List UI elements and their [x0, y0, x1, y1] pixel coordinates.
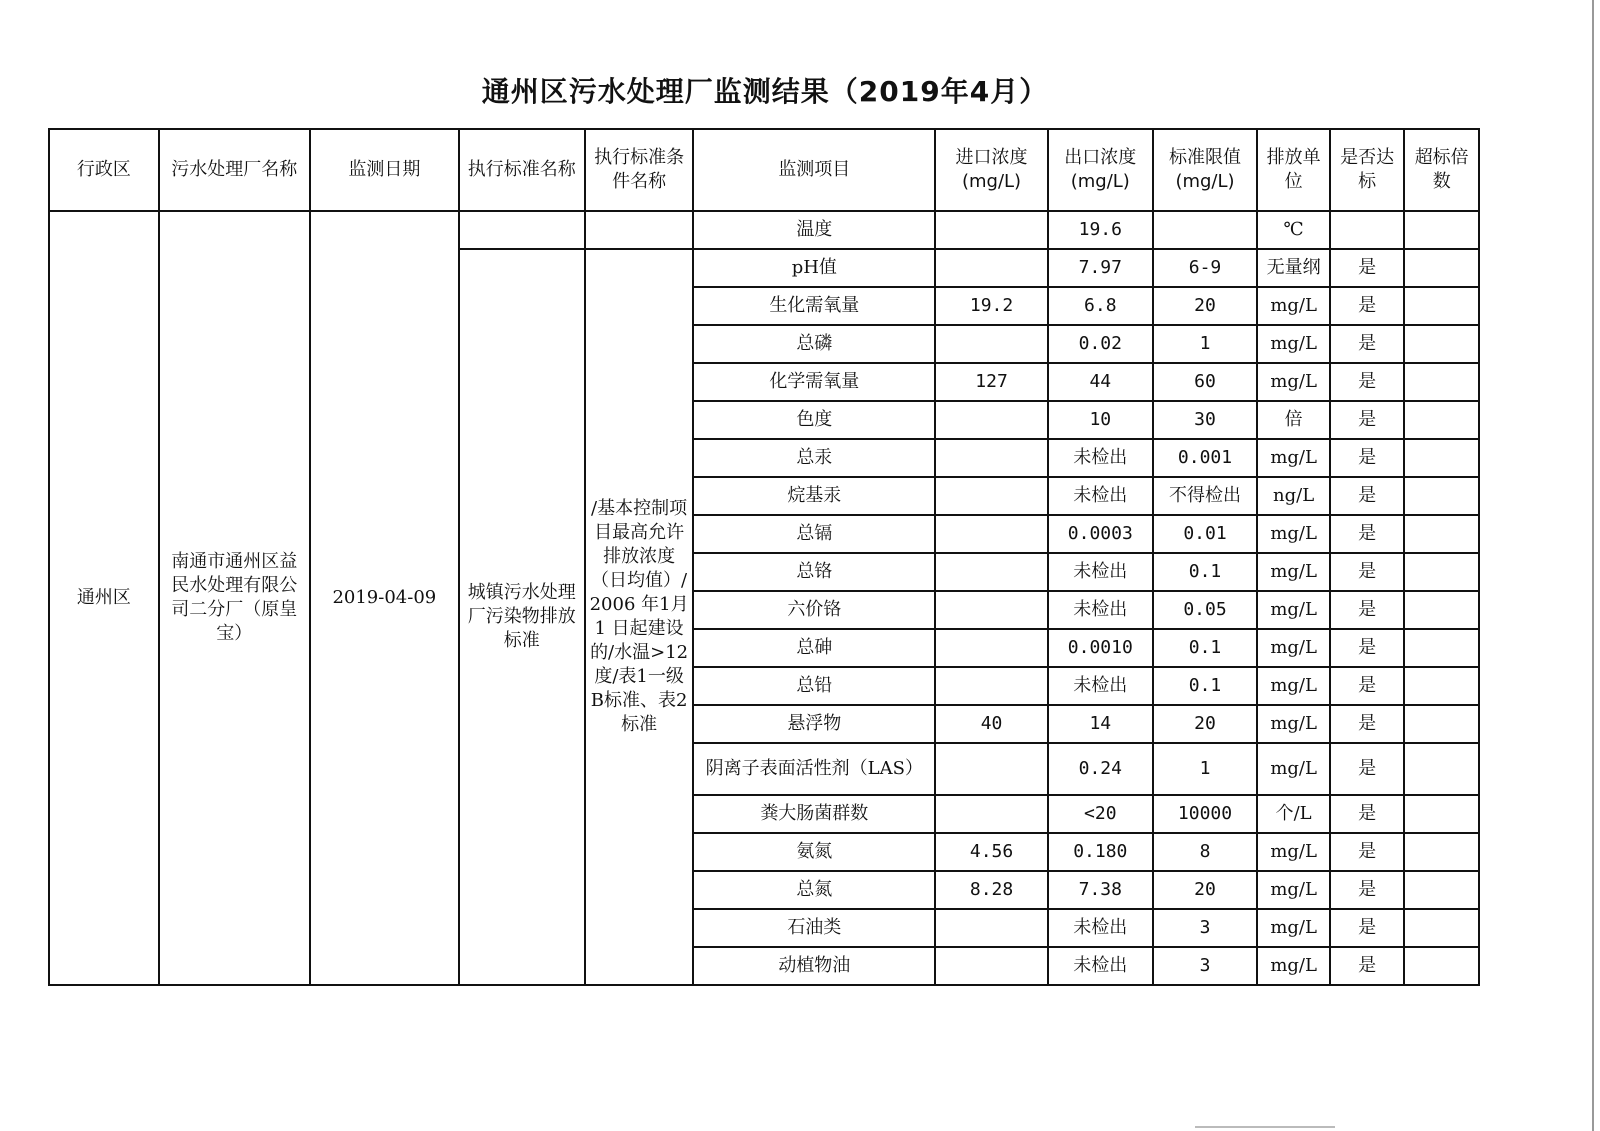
monitoring-results-table	[48, 128, 1480, 986]
compliant-cell: 是	[1330, 363, 1405, 401]
inlet-cell	[935, 325, 1048, 363]
exceed-cell	[1404, 833, 1479, 871]
compliant-cell: 是	[1330, 909, 1405, 947]
condition-cell: /基本控制项目最高允许排放浓度（日均值）/2006 年1月1 日起建设的/水温>12度/表1一级B标准、表2标准	[585, 249, 694, 985]
limit-cell: 0.01	[1153, 515, 1258, 553]
exceed-cell	[1404, 743, 1479, 795]
item-cell: pH值	[693, 249, 935, 287]
unit-cell: mg/L	[1257, 667, 1330, 705]
exceed-cell	[1404, 439, 1479, 477]
outlet-cell: 6.8	[1048, 287, 1153, 325]
outlet-cell: 7.97	[1048, 249, 1153, 287]
compliant-cell: 是	[1330, 947, 1405, 985]
outlet-cell: 0.24	[1048, 743, 1153, 795]
inlet-cell: 127	[935, 363, 1048, 401]
limit-cell: 6-9	[1153, 249, 1258, 287]
exceed-cell	[1404, 287, 1479, 325]
district-cell: 通州区	[49, 211, 159, 985]
header-limit: 标准限值(mg/L)	[1153, 129, 1258, 211]
limit-cell: 20	[1153, 705, 1258, 743]
exceed-cell	[1404, 667, 1479, 705]
unit-cell: mg/L	[1257, 947, 1330, 985]
limit-cell: 不得检出	[1153, 477, 1258, 515]
inlet-cell: 4.56	[935, 833, 1048, 871]
item-cell: 温度	[693, 211, 935, 249]
outlet-cell: 未检出	[1048, 477, 1153, 515]
compliant-cell: 是	[1330, 591, 1405, 629]
scan-bottom-mark	[1195, 1126, 1335, 1128]
outlet-cell: 未检出	[1048, 909, 1153, 947]
inlet-cell	[935, 667, 1048, 705]
exceed-cell	[1404, 477, 1479, 515]
compliant-cell	[1330, 211, 1405, 249]
unit-cell: mg/L	[1257, 871, 1330, 909]
inlet-cell	[935, 515, 1048, 553]
compliant-cell: 是	[1330, 743, 1405, 795]
limit-cell: 0.1	[1153, 553, 1258, 591]
scan-edge-line	[1592, 0, 1594, 1131]
inlet-cell	[935, 211, 1048, 249]
limit-cell: 8	[1153, 833, 1258, 871]
item-cell: 化学需氧量	[693, 363, 935, 401]
inlet-cell: 40	[935, 705, 1048, 743]
compliant-cell: 是	[1330, 795, 1405, 833]
outlet-cell: 未检出	[1048, 553, 1153, 591]
header-unit: 排放单位	[1257, 129, 1330, 211]
item-cell: 总砷	[693, 629, 935, 667]
limit-cell: 20	[1153, 287, 1258, 325]
header-district: 行政区	[49, 129, 159, 211]
limit-cell: 30	[1153, 401, 1258, 439]
exceed-cell	[1404, 211, 1479, 249]
plant-name-cell: 南通市通州区益民水处理有限公司二分厂（原皇宝）	[159, 211, 310, 985]
inlet-cell	[935, 629, 1048, 667]
compliant-cell: 是	[1330, 287, 1405, 325]
header-row	[49, 129, 1479, 211]
header-outlet: 出口浓度(mg/L)	[1048, 129, 1153, 211]
compliant-cell: 是	[1330, 833, 1405, 871]
unit-cell: mg/L	[1257, 287, 1330, 325]
date-cell: 2019-04-09	[310, 211, 459, 985]
outlet-cell: 0.02	[1048, 325, 1153, 363]
outlet-cell: 44	[1048, 363, 1153, 401]
inlet-cell	[935, 477, 1048, 515]
compliant-cell: 是	[1330, 705, 1405, 743]
limit-cell: 0.1	[1153, 629, 1258, 667]
exceed-cell	[1404, 909, 1479, 947]
unit-cell: mg/L	[1257, 553, 1330, 591]
item-cell: 总镉	[693, 515, 935, 553]
standard-cell: 城镇污水处理厂污染物排放标准	[459, 249, 585, 985]
inlet-cell	[935, 795, 1048, 833]
unit-cell: ng/L	[1257, 477, 1330, 515]
item-cell: 总磷	[693, 325, 935, 363]
outlet-cell: 10	[1048, 401, 1153, 439]
unit-cell: mg/L	[1257, 629, 1330, 667]
compliant-cell: 是	[1330, 667, 1405, 705]
outlet-cell: 0.180	[1048, 833, 1153, 871]
item-cell: 阴离子表面活性剂（LAS）	[693, 743, 935, 795]
exceed-cell	[1404, 629, 1479, 667]
inlet-cell	[935, 553, 1048, 591]
compliant-cell: 是	[1330, 439, 1405, 477]
header-date: 监测日期	[310, 129, 459, 211]
inlet-cell	[935, 743, 1048, 795]
inlet-cell: 8.28	[935, 871, 1048, 909]
unit-cell: mg/L	[1257, 909, 1330, 947]
outlet-cell: 未检出	[1048, 667, 1153, 705]
exceed-cell	[1404, 947, 1479, 985]
outlet-cell: 7.38	[1048, 871, 1153, 909]
outlet-cell: 19.6	[1048, 211, 1153, 249]
item-cell: 六价铬	[693, 591, 935, 629]
condition-empty-cell	[585, 211, 694, 249]
header-exceed: 超标倍数	[1404, 129, 1479, 211]
limit-cell	[1153, 211, 1258, 249]
unit-cell: mg/L	[1257, 363, 1330, 401]
exceed-cell	[1404, 795, 1479, 833]
outlet-cell: 未检出	[1048, 439, 1153, 477]
header-compliant: 是否达标	[1330, 129, 1405, 211]
inlet-cell	[935, 947, 1048, 985]
compliant-cell: 是	[1330, 629, 1405, 667]
exceed-cell	[1404, 249, 1479, 287]
unit-cell: mg/L	[1257, 515, 1330, 553]
inlet-cell	[935, 439, 1048, 477]
unit-cell: mg/L	[1257, 833, 1330, 871]
inlet-cell: 19.2	[935, 287, 1048, 325]
limit-cell: 0.001	[1153, 439, 1258, 477]
exceed-cell	[1404, 363, 1479, 401]
header-inlet: 进口浓度(mg/L)	[935, 129, 1048, 211]
outlet-cell: 0.0003	[1048, 515, 1153, 553]
compliant-cell: 是	[1330, 401, 1405, 439]
compliant-cell: 是	[1330, 515, 1405, 553]
unit-cell: 无量纲	[1257, 249, 1330, 287]
unit-cell: mg/L	[1257, 325, 1330, 363]
inlet-cell	[935, 909, 1048, 947]
exceed-cell	[1404, 871, 1479, 909]
outlet-cell: 0.0010	[1048, 629, 1153, 667]
limit-cell: 20	[1153, 871, 1258, 909]
unit-cell: ℃	[1257, 211, 1330, 249]
compliant-cell: 是	[1330, 249, 1405, 287]
outlet-cell: 未检出	[1048, 591, 1153, 629]
unit-cell: 倍	[1257, 401, 1330, 439]
standard-empty-cell	[459, 211, 585, 249]
header-item: 监测项目	[693, 129, 935, 211]
header-condition: 执行标准条件名称	[585, 129, 694, 211]
exceed-cell	[1404, 591, 1479, 629]
page-title: 通州区污水处理厂监测结果（2019年4月）	[481, 75, 1049, 108]
limit-cell: 3	[1153, 909, 1258, 947]
item-cell: 总汞	[693, 439, 935, 477]
limit-cell: 10000	[1153, 795, 1258, 833]
item-cell: 氨氮	[693, 833, 935, 871]
item-cell: 动植物油	[693, 947, 935, 985]
item-cell: 生化需氧量	[693, 287, 935, 325]
header-standard: 执行标准名称	[459, 129, 585, 211]
exceed-cell	[1404, 401, 1479, 439]
outlet-cell: <20	[1048, 795, 1153, 833]
unit-cell: 个/L	[1257, 795, 1330, 833]
limit-cell: 0.1	[1153, 667, 1258, 705]
limit-cell: 3	[1153, 947, 1258, 985]
limit-cell: 0.05	[1153, 591, 1258, 629]
table-body	[49, 211, 1479, 985]
exceed-cell	[1404, 553, 1479, 591]
exceed-cell	[1404, 515, 1479, 553]
item-cell: 悬浮物	[693, 705, 935, 743]
item-cell: 色度	[693, 401, 935, 439]
inlet-cell	[935, 591, 1048, 629]
compliant-cell: 是	[1330, 325, 1405, 363]
unit-cell: mg/L	[1257, 591, 1330, 629]
outlet-cell: 未检出	[1048, 947, 1153, 985]
item-cell: 粪大肠菌群数	[693, 795, 935, 833]
limit-cell: 1	[1153, 325, 1258, 363]
item-cell: 石油类	[693, 909, 935, 947]
limit-cell: 1	[1153, 743, 1258, 795]
unit-cell: mg/L	[1257, 743, 1330, 795]
header-plant: 污水处理厂名称	[159, 129, 310, 211]
unit-cell: mg/L	[1257, 705, 1330, 743]
exceed-cell	[1404, 705, 1479, 743]
limit-cell: 60	[1153, 363, 1258, 401]
item-cell: 总氮	[693, 871, 935, 909]
item-cell: 烷基汞	[693, 477, 935, 515]
unit-cell: mg/L	[1257, 439, 1330, 477]
inlet-cell	[935, 401, 1048, 439]
inlet-cell	[935, 249, 1048, 287]
compliant-cell: 是	[1330, 477, 1405, 515]
outlet-cell: 14	[1048, 705, 1153, 743]
item-cell: 总铬	[693, 553, 935, 591]
table-row	[49, 211, 1479, 249]
compliant-cell: 是	[1330, 553, 1405, 591]
compliant-cell: 是	[1330, 871, 1405, 909]
item-cell: 总铅	[693, 667, 935, 705]
exceed-cell	[1404, 325, 1479, 363]
